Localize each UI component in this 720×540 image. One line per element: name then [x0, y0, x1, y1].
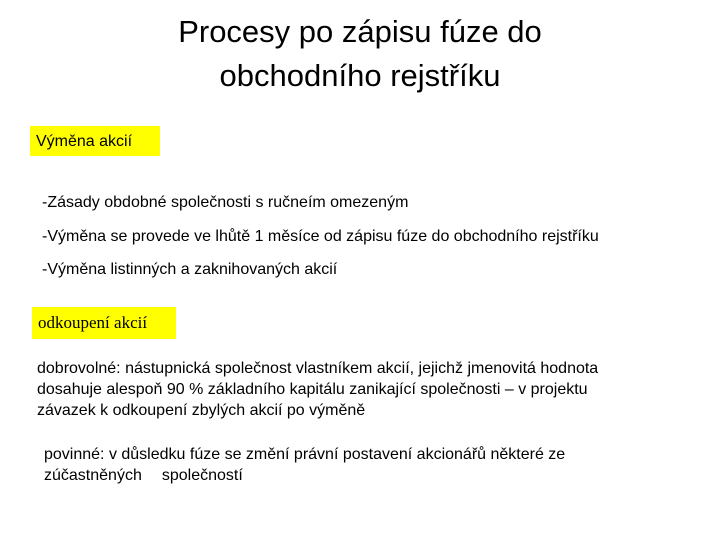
bullet-line-1: -Zásady obdobné společnosti s ručneím omezeným: [42, 194, 409, 211]
section-heading-share-exchange: Výměna akcií: [30, 126, 160, 156]
paragraph-voluntary-line-2: dosahuje alespoň 90 % základního kapitálu zanikající společnosti – v projektu: [37, 381, 588, 398]
paragraph-voluntary-line-3: závazek k odkoupení zbylých akcií po výměně: [37, 402, 366, 419]
paragraph-mandatory-line-2b: společností: [161, 467, 243, 484]
paragraph-mandatory-line-2a: zúčastněných: [44, 467, 142, 484]
paragraph-voluntary-line-1: dobrovolné: nástupnická společnost vlastníkem akcií, jejichž jmenovitá hodnota: [37, 360, 599, 377]
section-heading-share-buyout: odkoupení akcií: [32, 307, 176, 339]
paragraph-mandatory-line-1: povinné: v důsledku fúze se změní právní postavení akcionářů některé ze: [44, 446, 566, 463]
bullet-line-2: -Výměna se provede ve lhůtě 1 měsíce od zápisu fúze do obchodního rejstříku: [42, 228, 599, 245]
paragraph-mandatory: [44, 444, 684, 486]
slide-title: [100, 10, 620, 98]
slide-title-line-2: obchodního rejstříku: [219, 58, 501, 93]
bullet-line-3: -Výměna listinných a zaknihovaných akcií: [42, 261, 338, 278]
paragraph-mandatory-line-2: [44, 465, 684, 486]
paragraph-voluntary: [37, 358, 697, 421]
slide-title-line-1: Procesy po zápisu fúze do: [178, 14, 542, 49]
